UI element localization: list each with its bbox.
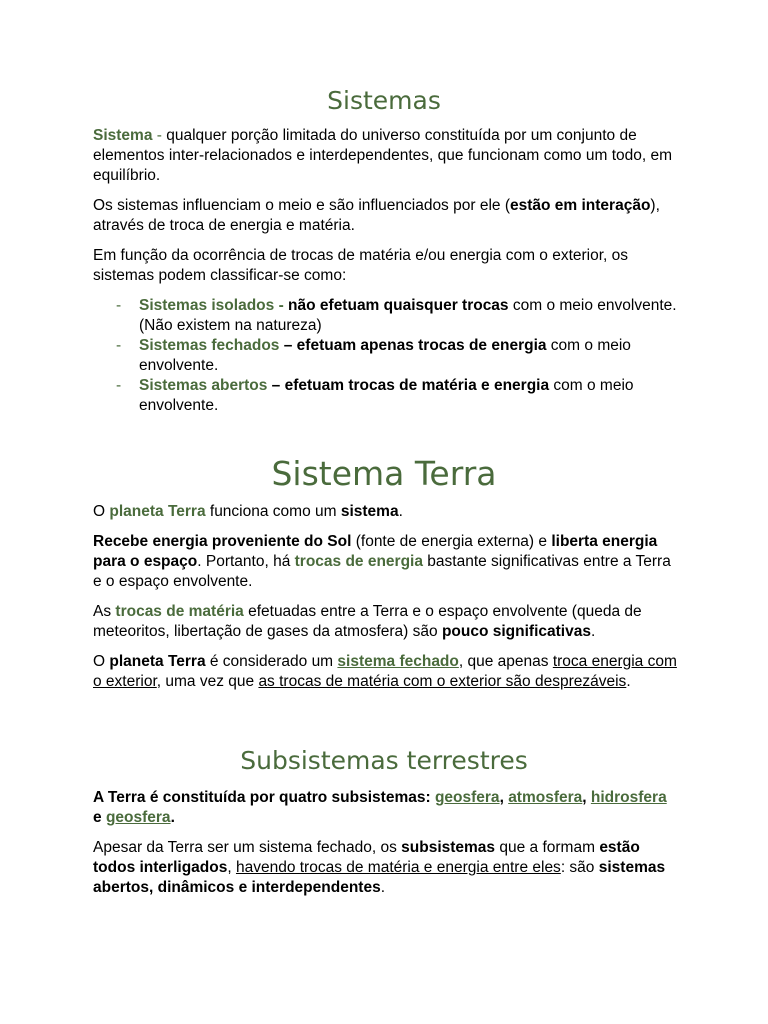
green-term: trocas de matéria [115, 603, 244, 620]
text-run: , [227, 859, 236, 876]
text-run: Os sistemas influenciam o meio e são influenciados por ele ( [93, 197, 510, 214]
bold-run: efetuam trocas de matéria e energia [284, 377, 550, 394]
text-run: , que apenas [458, 653, 553, 670]
punct: , [499, 789, 509, 806]
bold-run: estão todos interligados [93, 839, 640, 876]
paragraph-materia [93, 602, 678, 642]
text-run: O [93, 503, 110, 520]
text-run: efetuadas entre a Terra e o espaço envolvente (queda de meteoritos, libertação de gases da atmosfera) são [93, 603, 642, 640]
section-subsistemas-body [93, 788, 678, 898]
dash-bullet: - [116, 297, 122, 314]
green-term: trocas de energia [294, 553, 423, 570]
link-geosfera[interactable]: geosfera [434, 789, 500, 806]
text-run: . Portanto, há [197, 553, 295, 570]
list-item-abertos [93, 376, 678, 416]
text-run: Em função da ocorrência de trocas de matéria e/ou energia com o exterior, os sistemas podem classificar-se como: [93, 247, 629, 284]
link-atmosfera[interactable]: atmosfera [508, 789, 583, 806]
list-item-isolados [93, 296, 678, 336]
paragraph-interacao [93, 196, 678, 236]
heading-sistemas: Sistemas [327, 86, 441, 115]
bold-run: pouco significativas [441, 623, 591, 640]
section-terra-body [93, 502, 678, 692]
term-sistema: Sistema [93, 127, 153, 144]
text-run: . [398, 503, 403, 520]
list-sep: – [279, 337, 297, 354]
underlined-run: troca energia com o exterior [93, 653, 677, 690]
bold-run: Recebe energia proveniente do Sol [93, 533, 352, 550]
section-sistemas-body [93, 126, 678, 416]
text-run: Apesar da Terra ser um sistema fechado, os [93, 839, 402, 856]
list-term: Sistemas fechados [139, 337, 280, 354]
underlined-run: havendo trocas de matéria e energia entre eles [235, 859, 561, 876]
punct: , [582, 789, 591, 806]
separator: - [152, 127, 167, 144]
text-run: : são [560, 859, 599, 876]
paragraph-definicao-sistema [93, 126, 678, 186]
bold-run: planeta Terra [109, 653, 206, 670]
bold-run: não efetuam quaisquer trocas [288, 297, 509, 314]
text-run: é considerado um [205, 653, 338, 670]
green-term: planeta Terra [109, 503, 206, 520]
list-item-fechados [93, 336, 678, 376]
underlined-run: as trocas de matéria com o exterior são desprezáveis [258, 673, 627, 690]
bold-run: liberta energia para o espaço [93, 533, 658, 570]
text-run: , uma vez que [156, 673, 259, 690]
text-run: . [590, 623, 596, 640]
heading-subsistemas: Subsistemas terrestres [240, 746, 528, 775]
bold-run: subsistemas [401, 839, 496, 856]
text-run: As [93, 603, 116, 620]
text-run: (fonte de energia externa) e [351, 533, 552, 550]
bold-run: estão em interação [509, 197, 651, 214]
text-run: com o meio envolvente. (Não existem na natureza) [139, 297, 677, 334]
bold-run: sistemas abertos, dinâmicos e interdependentes [93, 859, 666, 896]
punct: e [93, 809, 106, 826]
text-run: que a formam [495, 839, 600, 856]
dash-bullet: - [116, 337, 122, 354]
paragraph-energia [93, 532, 678, 592]
list-term: Sistemas isolados [139, 297, 275, 314]
heading-sistema-terra: Sistema Terra [271, 454, 497, 493]
bold-run: efetuam apenas trocas de energia [296, 337, 547, 354]
punct: . [170, 809, 175, 826]
paragraph-planeta-sistema [93, 502, 678, 522]
paragraph-interligados [93, 838, 678, 898]
bold-run: sistema [340, 503, 399, 520]
list-sep: - [274, 297, 289, 314]
link-sistema-fechado[interactable]: sistema fechado [337, 653, 459, 670]
definition-text: qualquer porção limitada do universo constituída por um conjunto de elementos inter-relacionados e interdependentes, que funcionam como um todo, em equilíbrio. [93, 127, 673, 184]
list-term: Sistemas abertos [139, 377, 268, 394]
text-run: com o meio envolvente. [139, 377, 634, 414]
system-types-list [93, 296, 678, 416]
paragraph-quatro-subsistemas [93, 788, 678, 828]
text-run: com o meio envolvente. [139, 337, 631, 374]
text-run: . [380, 879, 386, 896]
text-run: ), através de troca de energia e matéria. [93, 197, 660, 234]
text-run: funciona como um [205, 503, 341, 520]
text-run: O [93, 653, 110, 670]
dash-bullet: - [116, 377, 122, 394]
link-hidrosfera[interactable]: hidrosfera [590, 789, 667, 806]
paragraph-sistema-fechado [93, 652, 678, 692]
link-geosfera-2[interactable]: geosfera [105, 809, 171, 826]
paragraph-classificacao [93, 246, 678, 286]
list-sep: – [267, 377, 285, 394]
text-run: . [626, 673, 631, 690]
bold-run: A Terra é constituída por quatro subsistemas: [93, 789, 435, 806]
text-run: bastante significativas entre a Terra e o espaço envolvente. [93, 553, 671, 590]
